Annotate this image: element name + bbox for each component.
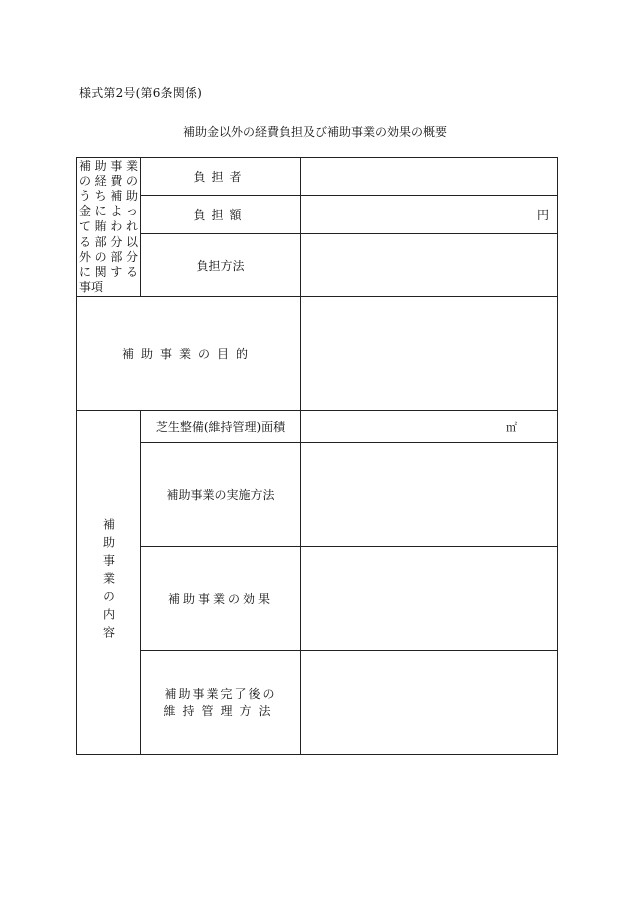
lawn-area-label: 芝生整備(維持管理)面積: [141, 411, 301, 443]
summary-table: [76, 157, 558, 755]
purpose-value[interactable]: [301, 297, 558, 411]
section1-label-line: 補助事業: [79, 158, 138, 173]
section1-label: [79, 159, 138, 296]
burden-amount-value[interactable]: [301, 196, 558, 234]
section1-label-line: に関する: [79, 265, 138, 279]
effect-label: 補助事業の効果: [141, 547, 301, 651]
maintenance-label-line1: 補助事業完了後の: [164, 686, 277, 701]
section1-label-line: 金によっ: [79, 204, 138, 219]
burden-person-value[interactable]: [301, 158, 558, 196]
table-row-burden-person: [77, 158, 558, 196]
section2-label-cell: [77, 411, 141, 755]
implementation-value[interactable]: [301, 443, 558, 547]
section1-label-line: 外の部分: [79, 249, 138, 264]
purpose-label: 補助事業の目的: [77, 297, 301, 411]
table-row-lawn-area: [77, 411, 558, 443]
lawn-area-value[interactable]: [301, 411, 558, 443]
implementation-label: 補助事業の実施方法: [141, 443, 301, 547]
section2-label: 補助事業の内容: [101, 518, 116, 644]
document-title: 補助金以外の経費負担及び補助事業の効果の概要: [182, 125, 447, 139]
maintenance-value[interactable]: [301, 651, 558, 755]
maintenance-label: [141, 651, 301, 755]
burden-method-value[interactable]: [301, 234, 558, 297]
section1-label-line: る部分以: [79, 234, 138, 249]
section1-label-cell: [77, 158, 141, 297]
burden-person-label: 負担者: [141, 158, 301, 196]
table-row-effect: [77, 547, 558, 651]
section1-label-line: 事項: [79, 280, 104, 295]
form-number: 様式第2号(第6条関係): [79, 86, 203, 100]
maintenance-label-line2: 維持管理方法: [163, 703, 278, 718]
table-row-implementation: [77, 443, 558, 547]
table-row-burden-amount: [77, 196, 558, 234]
burden-amount-label: 負担額: [141, 196, 301, 234]
burden-method-label: 負担方法: [141, 234, 301, 297]
effect-value[interactable]: [301, 547, 558, 651]
table-row-maintenance: [77, 651, 558, 755]
burden-amount-unit: 円: [536, 208, 549, 222]
table-row-purpose: [77, 297, 558, 411]
lawn-area-unit: ㎡: [506, 420, 517, 434]
section1-label-line: うち補助: [79, 188, 138, 203]
section1-label-line: て賄われ: [79, 219, 138, 234]
section1-label-line: の経費の: [79, 173, 138, 188]
table-row-burden-method: [77, 234, 558, 297]
